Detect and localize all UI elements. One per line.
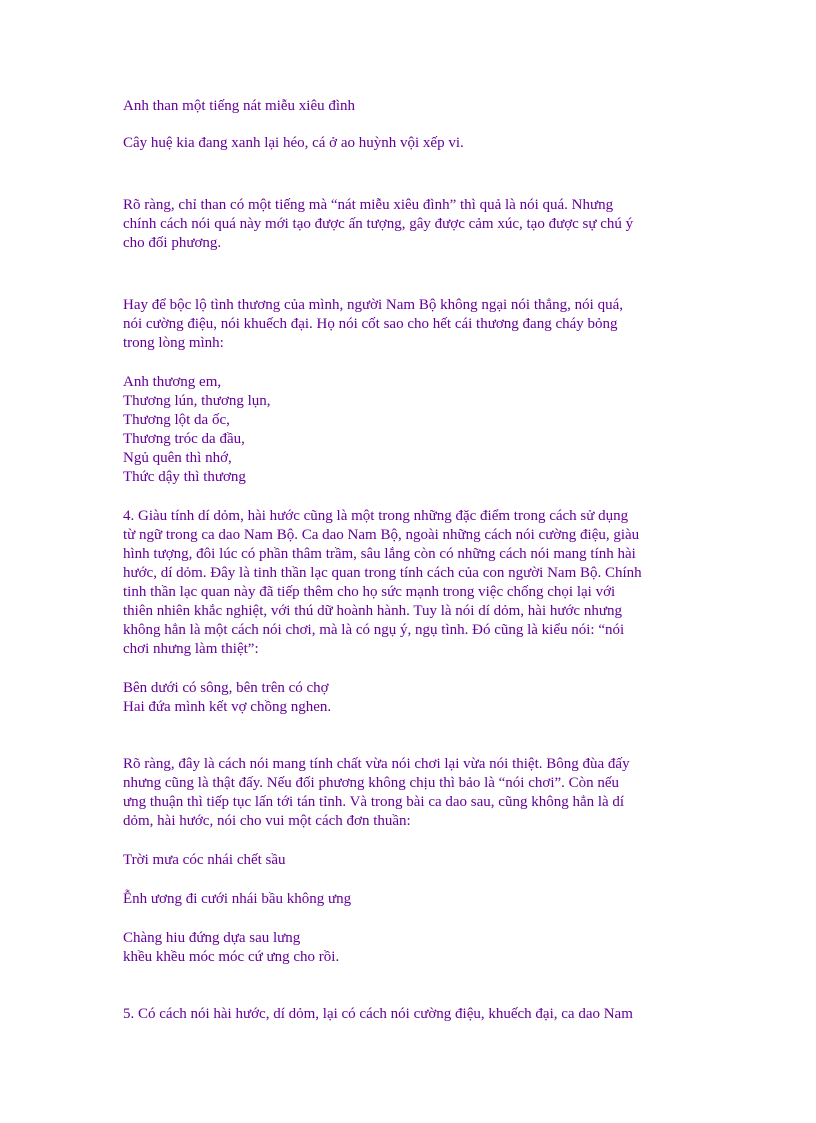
- paragraph-line: ưng thuận thì tiếp tục lấn tới tán tỉnh. Và trong bài ca dao sau, cũng không hẳn là dí: [123, 794, 625, 810]
- verse-line: khều khều móc móc cứ ưng cho rồi.: [123, 949, 340, 965]
- verse-line: Thức dậy thì thương: [123, 469, 246, 485]
- paragraph-2: [123, 296, 693, 353]
- verse-1: [123, 97, 693, 153]
- verse-line: Ngủ quên thì nhớ,: [123, 450, 232, 466]
- paragraph-line: chính cách nói quá này mới tạo được ấn tượng, gây được cảm xúc, tạo được sự chú ý: [123, 216, 634, 232]
- paragraph-3: [123, 507, 693, 659]
- verse-line: Chàng hiu đứng dựa sau lưng: [123, 930, 301, 946]
- paragraph-line: 4. Giàu tính dí dỏm, hài hước cũng là một trong những đặc điểm trong cách sử dụng: [123, 508, 629, 524]
- verse-line: Thương lột da ốc,: [123, 412, 230, 428]
- verse-line: Anh thương em,: [123, 374, 222, 390]
- verse-3: [123, 679, 693, 717]
- paragraph-line: chơi nhưng làm thiệt”:: [123, 641, 259, 657]
- paragraph-line: hước, dí dỏm. Đây là tinh thần lạc quan trong tính cách của con người Nam Bộ. Chính: [123, 565, 642, 581]
- verse-line: Anh than một tiếng nát miễu xiêu đình: [123, 98, 356, 114]
- paragraph-line: Hay để bộc lộ tình thương của mình, người Nam Bộ không ngại nói thẳng, nói quá,: [123, 297, 623, 313]
- paragraph-line: Rõ ràng, chỉ than có một tiếng mà “nát miễu xiêu đình” thì quả là nói quá. Nhưng: [123, 197, 614, 213]
- verse-line: Ễnh ương đi cưới nhái bầu không ưng: [123, 891, 352, 907]
- verse-line: Cây huệ kia đang xanh lại héo, cá ở ao huỳnh vội xếp vi.: [123, 135, 464, 151]
- paragraph-line: nhưng cũng là thật đấy. Nếu đối phương không chịu thì bảo là “nói chơi”. Còn nếu: [123, 775, 620, 791]
- verse-line: Hai đứa mình kết vợ chồng nghen.: [123, 699, 332, 715]
- paragraph-line: 5. Có cách nói hài hước, dí dỏm, lại có cách nói cường điệu, khuếch đại, ca dao Nam: [123, 1006, 633, 1022]
- verse-4: [123, 851, 693, 967]
- paragraph-line: dỏm, hài hước, nói cho vui một cách đơn thuần:: [123, 813, 411, 829]
- paragraph-5: [123, 1005, 693, 1024]
- verse-line: Bên dưới có sông, bên trên có chợ: [123, 680, 329, 696]
- verse-line: Trời mưa cóc nhái chết sầu: [123, 852, 286, 868]
- paragraph-line: trong lòng mình:: [123, 335, 224, 351]
- paragraph-line: từ ngữ trong ca dao Nam Bộ. Ca dao Nam Bộ, ngoài những cách nói cường điệu, giàu: [123, 527, 640, 543]
- verse-line: Thương lún, thương lụn,: [123, 393, 271, 409]
- paragraph-line: tinh thần lạc quan này đã tiếp thêm cho họ sức mạnh trong việc chống chọi lại với: [123, 584, 616, 600]
- paragraph-line: hình tượng, đôi lúc có phần thâm trầm, sâu lắng còn có những cách nói mang tính hài: [123, 546, 636, 562]
- paragraph-line: không hẳn là một cách nói chơi, mà là có ngụ ý, ngụ tình. Đó cũng là kiểu nói: “nói: [123, 622, 625, 638]
- paragraph-line: nói cường điệu, nói khuếch đại. Họ nói cốt sao cho hết cái thương đang cháy bỏng: [123, 316, 618, 332]
- paragraph-line: Rõ ràng, đây là cách nói mang tính chất vừa nói chơi lại vừa nói thiệt. Bông đùa đấy: [123, 756, 630, 772]
- verse-2: [123, 373, 693, 487]
- paragraph-line: cho đối phương.: [123, 235, 222, 251]
- document-page: [123, 97, 693, 1024]
- paragraph-4: [123, 755, 693, 831]
- paragraph-1: [123, 196, 693, 253]
- verse-line: Thương tróc da đầu,: [123, 431, 245, 447]
- paragraph-line: thiên nhiên khắc nghiệt, với thú dữ hoành hành. Tuy là nói dí dỏm, hài hước nhưng: [123, 603, 622, 619]
